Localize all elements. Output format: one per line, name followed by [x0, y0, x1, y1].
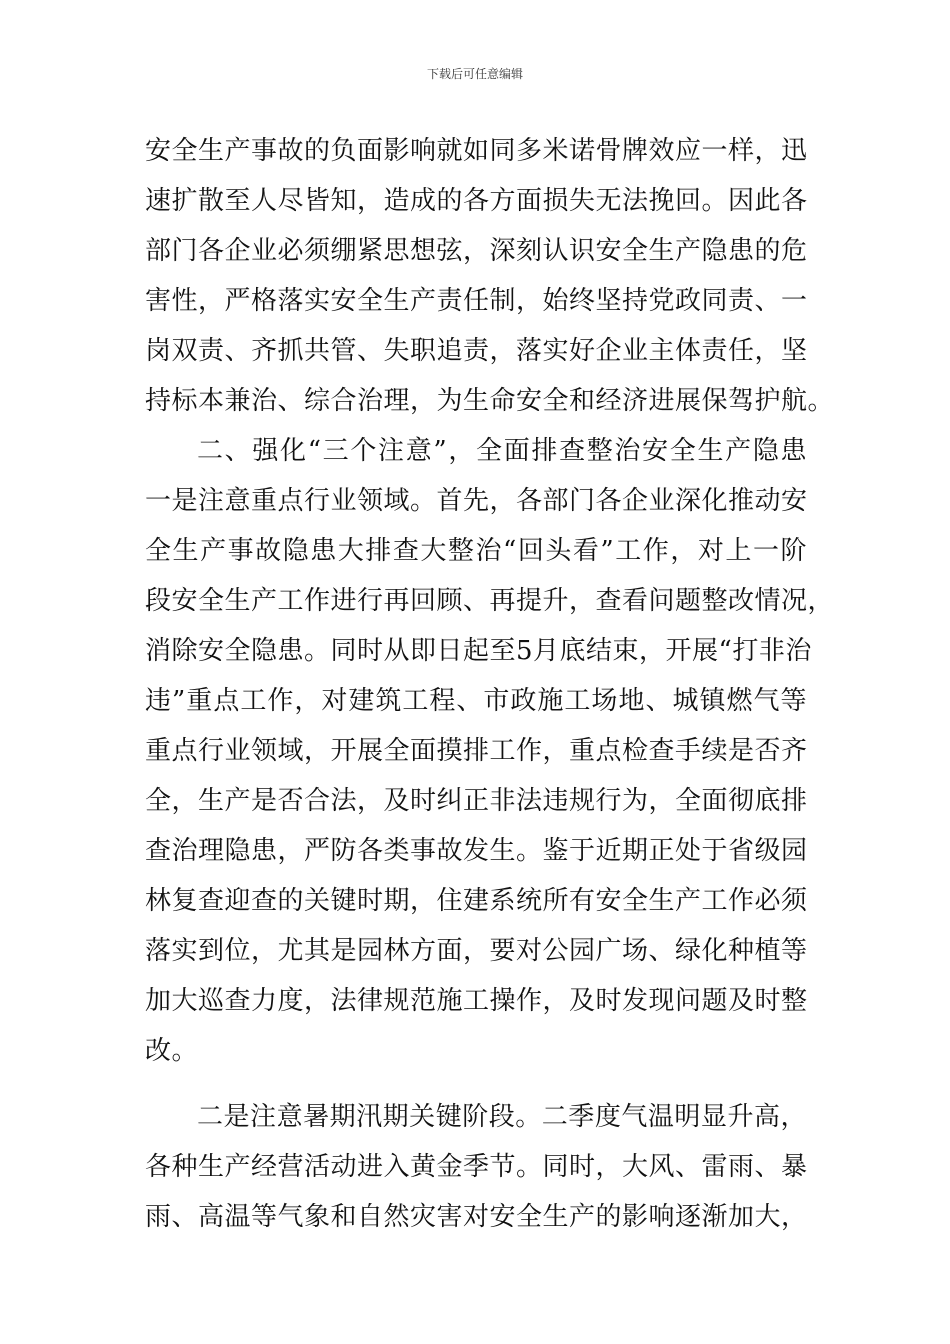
page-header-note: 下载后可任意编辑 [426, 67, 523, 81]
text-line: 持标本兼治、综合治理，为生命安全和经济进展保驾护航。 [145, 386, 835, 416]
text-line: 查治理隐患，严防各类事故发生。鉴于近期正处于省级园 [145, 836, 808, 866]
text-line: 二是注意暑期汛期关键阶段。二季度气温明显升高， [197, 1102, 807, 1132]
text-line: 害性，严格落实安全生产责任制，始终坚持党政同责、一 [145, 286, 808, 316]
text-line: 一是注意重点行业领域。首先，各部门各企业深化推动安 [145, 486, 808, 516]
text-line: 安全生产事故的负面影响就如同多米诺骨牌效应一样，迅 [145, 136, 808, 166]
text-line: 违”重点工作，对建筑工程、市政施工场地、城镇燃气等 [145, 686, 807, 716]
text-line: 全，生产是否合法，及时纠正非法违规行为，全面彻底排 [145, 786, 808, 816]
text-line: 全生产事故隐患大排查大整治“回头看”工作，对上一阶 [145, 536, 807, 566]
text-line: 岗双责、齐抓共管、失职追责，落实好企业主体责任，坚 [145, 336, 808, 366]
text-line: 加大巡查力度，法律规范施工操作，及时发现问题及时整 [145, 986, 808, 1016]
text-line: 消除安全隐患。同时从即日起至5月底结束，开展“打非治 [145, 636, 812, 666]
text-line: 重点行业领域，开展全面摸排工作，重点检查手续是否齐 [145, 736, 808, 766]
text-line: 部门各企业必须绷紧思想弦，深刻认识安全生产隐患的危 [145, 236, 808, 266]
text-line: 速扩散至人尽皆知，造成的各方面损失无法挽回。因此各 [145, 186, 808, 216]
text-line: 各种生产经营活动进入黄金季节。同时，大风、雷雨、暴 [145, 1152, 808, 1182]
text-line: 改。 [145, 1036, 199, 1066]
text-line: 雨、高温等气象和自然灾害对安全生产的影响逐渐加大， [145, 1202, 808, 1232]
text-line: 落实到位，尤其是园林方面，要对公园广场、绿化种植等 [145, 936, 808, 966]
text-line: 林复查迎查的关键时期，住建系统所有安全生产工作必须 [145, 886, 808, 916]
text-line: 二、强化“三个注意”，全面排查整治安全生产隐患 [197, 436, 807, 466]
text-line: 段安全生产工作进行再回顾、再提升，查看问题整改情况， [145, 586, 835, 616]
